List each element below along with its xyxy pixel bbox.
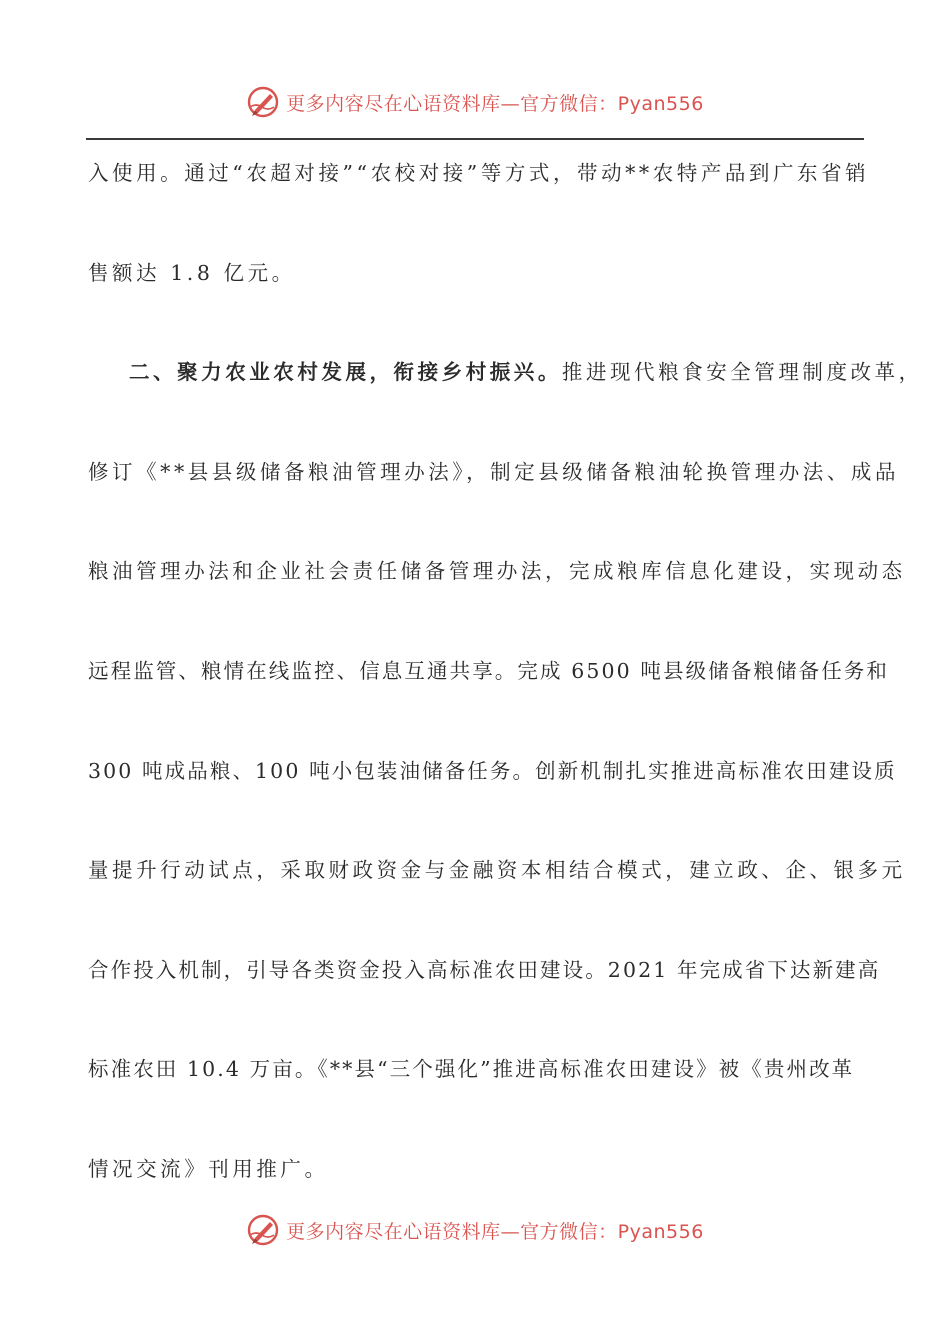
document-body — [88, 150, 923, 1246]
watermark-brand — [246, 85, 704, 119]
pen-logo-icon — [246, 85, 280, 119]
header-divider — [86, 138, 864, 140]
section-heading: 二、聚力农业农村发展，衔接乡村振兴。 — [129, 360, 562, 385]
header-watermark — [0, 82, 950, 122]
text-line: 售额达 1.8 亿元。 — [88, 260, 296, 285]
watermark-text: 更多内容尽在心语资料库—官方微信：Pyan556 — [286, 92, 704, 115]
text-line: 粮油管理办法和企业社会责任储备管理办法，完成粮库信息化建设，实现动态 — [88, 559, 906, 584]
pen-logo-icon — [246, 1213, 280, 1247]
text-line: 300 吨成品粮、100 吨小包装油储备任务。创新机制扎实推进高标准农田建设质 — [88, 758, 897, 783]
section-paragraph-start — [88, 349, 923, 449]
text-run: 推进现代粮食安全管理制度改革， — [561, 360, 923, 385]
text-line: 合作投入机制，引导各类资金投入高标准农田建设。2021 年完成省下达新建高 — [88, 957, 881, 982]
watermark-text: 更多内容尽在心语资料库—官方微信：Pyan556 — [286, 1220, 704, 1243]
text-line: 标准农田 10.4 万亩。《**县“三个强化”推进高标准农田建设》被《贵州改革 — [88, 1057, 855, 1082]
footer-watermark — [0, 1210, 950, 1250]
text-line: 量提升行动试点，采取财政资金与金融资本相结合模式，建立政、企、银多元 — [88, 858, 906, 883]
text-line: 修订《**县县级储备粮油管理办法》，制定县级储备粮油轮换管理办法、成品 — [88, 459, 899, 484]
text-line: 远程监管、粮情在线监控、信息互通共享。完成 6500 吨县级储备粮储备任务和 — [88, 658, 890, 683]
watermark-brand — [246, 1213, 704, 1247]
text-line: 入使用。通过“农超对接”“农校对接”等方式，带动**农特产品到广东省销 — [88, 161, 870, 185]
text-line: 情况交流》刊用推广。 — [88, 1156, 329, 1181]
